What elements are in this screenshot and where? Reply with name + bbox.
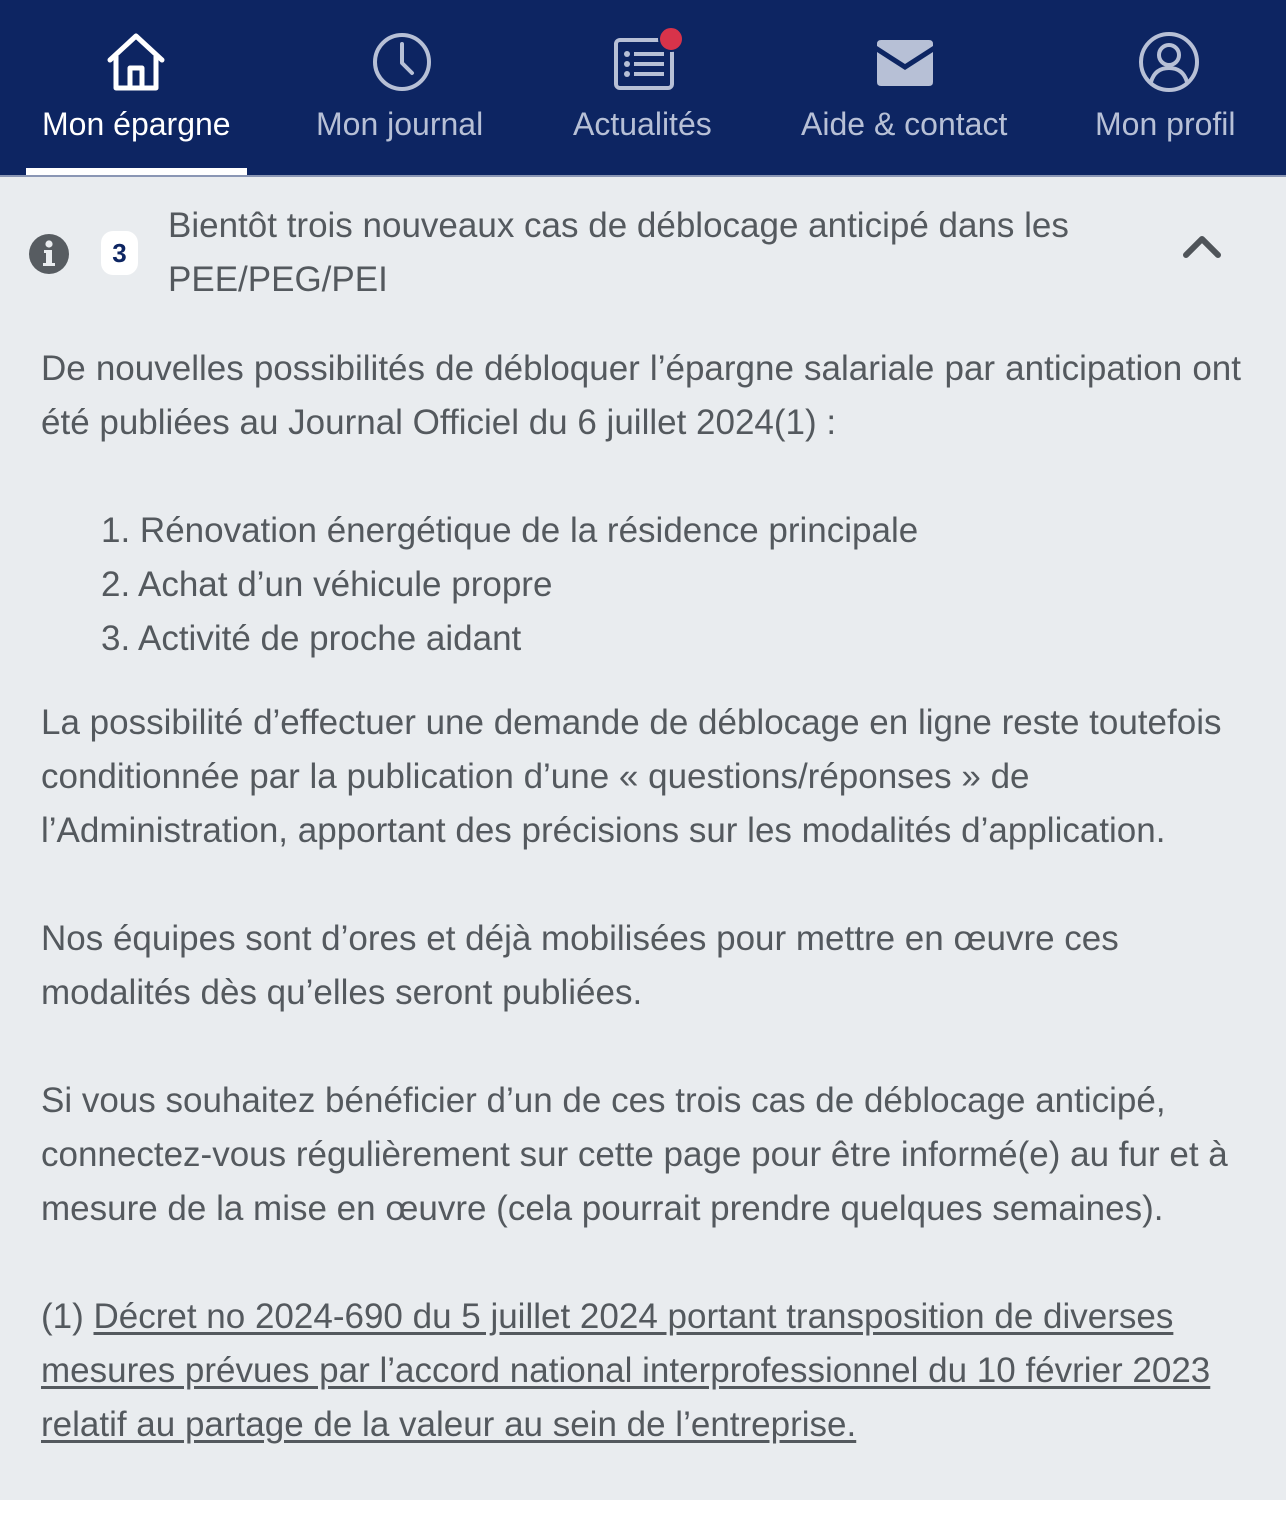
list-item: 1. Rénovation énergétique de la résidence principale [101, 511, 919, 550]
tab-label: Mon profil [1095, 106, 1236, 142]
news-intro-paragraph: De nouvelles possibilités de débloquer l’épargne salariale par anticipation ont été publiées au Journal Officiel du 6 juillet 2024(1) : [41, 349, 1241, 442]
footnote [41, 1290, 1241, 1452]
tab-aide-contact[interactable] [784, 0, 1026, 176]
decree-link[interactable]: Décret no 2024-690 du 5 juillet 2024 portant transposition de diverses mesures prévues par l’accord national interprofessionnel du 10 février 2023 relatif au partage de la valeur au sein de l’entreprise. [41, 1297, 1211, 1444]
news-title[interactable]: Bientôt trois nouveaux cas de déblocage anticipé dans les PEE/PEG/PEI [168, 206, 1069, 299]
tab-label: Mon journal [316, 106, 484, 142]
tab-label: Aide & contact [801, 106, 1008, 142]
notification-dot [658, 26, 684, 52]
clock-icon [370, 30, 434, 94]
tab-mon-journal[interactable] [300, 0, 504, 176]
news-count-badge: 3 [101, 231, 138, 275]
user-icon [1137, 30, 1201, 94]
list-item: 2. Achat d’un véhicule propre [101, 565, 553, 604]
list-item: 3. Activité de proche aidant [101, 619, 522, 658]
online-request-paragraph: La possibilité d’effectuer une demande de déblocage en ligne reste toutefois conditionnée par la publication d’une « questions/réponses » de l’Administration, apportant des précisions sur les modalités d’application. [41, 703, 1222, 850]
envelope-icon [873, 30, 937, 94]
news-panel [0, 177, 1286, 1500]
collapse-chevron-up-icon[interactable] [1178, 225, 1226, 265]
home-icon [104, 30, 168, 94]
footnote-marker: (1) [41, 1297, 94, 1336]
bottom-tab-bar [0, 0, 1286, 176]
tab-mon-profil[interactable] [1080, 0, 1256, 176]
teams-mobilized-paragraph: Nos équipes sont d’ores et déjà mobilisées pour mettre en œuvre ces modalités dès qu’elles seront publiées. [41, 919, 1119, 1012]
stay-informed-paragraph: Si vous souhaitez bénéficier d’un de ces trois cas de déblocage anticipé, connectez-vous régulièrement sur cette page pour être informé(e) au fur et à mesure de la mise en œuvre (cela pourrait prendre quelques semaines). [41, 1081, 1228, 1228]
tab-label: Mon épargne [42, 106, 231, 142]
new-cases-list [101, 504, 918, 666]
tab-label: Actualités [573, 106, 712, 142]
tab-mon-epargne[interactable] [26, 0, 247, 176]
info-icon [28, 233, 70, 275]
tab-actualites[interactable] [556, 0, 732, 176]
